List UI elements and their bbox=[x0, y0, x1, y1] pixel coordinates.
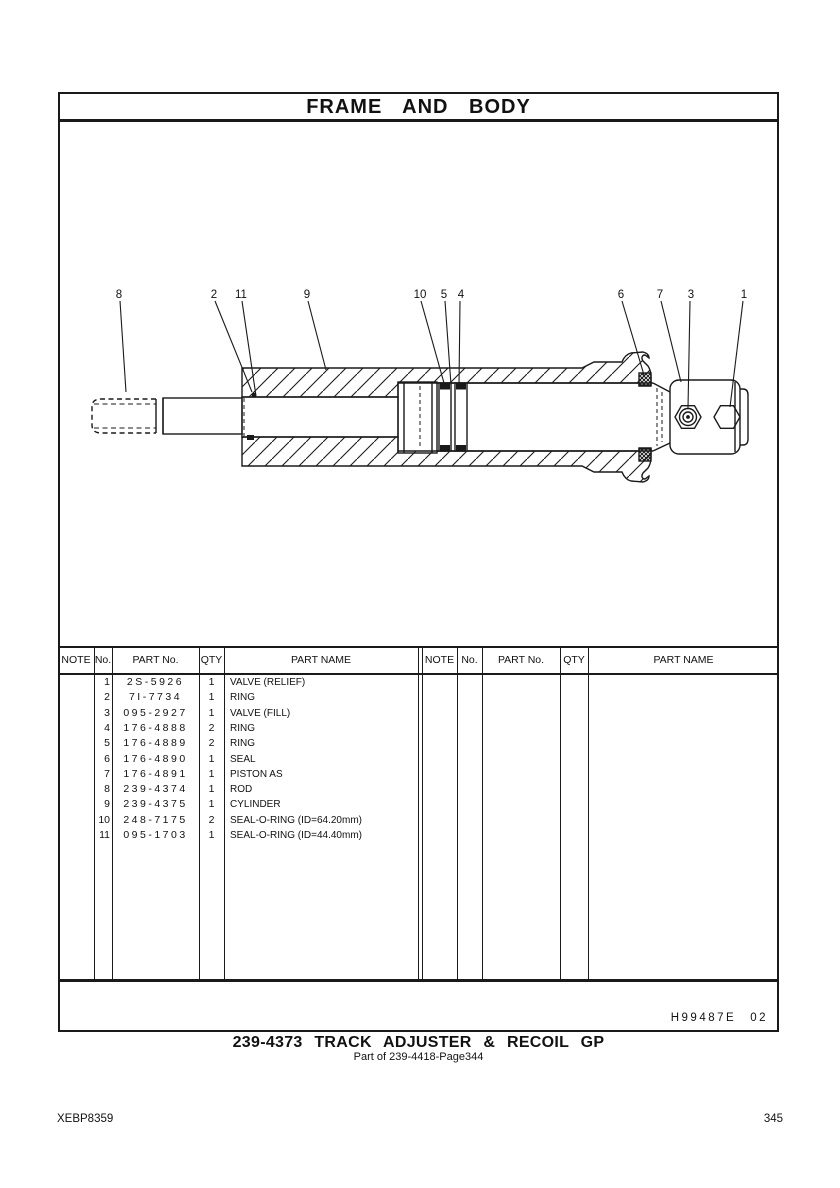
fill-valve bbox=[675, 406, 701, 429]
cell-qty: 1 bbox=[208, 676, 215, 688]
cell-qty: 1 bbox=[208, 798, 215, 811]
callout-number-5: 5 bbox=[440, 289, 448, 301]
cell-no: 1 bbox=[104, 676, 110, 688]
cell-qty: 1 bbox=[208, 767, 215, 780]
cell-part-name: RING bbox=[230, 692, 255, 704]
callout-number-10: 10 bbox=[413, 289, 427, 301]
table-row bbox=[58, 797, 418, 812]
cell-no: 11 bbox=[99, 829, 110, 841]
column-header: QTY bbox=[563, 654, 585, 666]
callout-number-1: 1 bbox=[740, 289, 748, 301]
rod-ring-lower bbox=[247, 435, 254, 440]
document-code: XEBP8359 bbox=[57, 1113, 114, 1125]
rod-shaft bbox=[163, 397, 398, 437]
cell-part-no: 095-1703 bbox=[123, 829, 188, 841]
callout-leader-1 bbox=[730, 301, 743, 407]
cell-part-name: RING bbox=[230, 722, 255, 734]
cell-part-no: 7I-7734 bbox=[128, 691, 183, 704]
cell-no: 6 bbox=[104, 752, 110, 765]
column-header: PART No. bbox=[132, 654, 179, 666]
cell-no: 2 bbox=[104, 691, 110, 704]
cell-part-no: 239-4375 bbox=[123, 798, 188, 811]
column-header: PART No. bbox=[497, 654, 545, 666]
technical-drawing bbox=[58, 123, 779, 646]
table-row bbox=[58, 767, 418, 782]
cell-part-name: RING bbox=[230, 738, 255, 750]
table-row bbox=[58, 721, 418, 736]
cell-part-name: SEAL bbox=[230, 753, 256, 765]
footer-parent-ref: Part of 239-4418-Page344 bbox=[353, 1051, 484, 1063]
table-row bbox=[58, 736, 418, 751]
cell-part-name: VALVE (FILL) bbox=[230, 707, 291, 719]
table-row bbox=[58, 675, 418, 690]
cell-part-name: ROD bbox=[230, 784, 253, 796]
column-header: No. bbox=[461, 654, 478, 666]
cell-part-no: 248-7175 bbox=[123, 813, 188, 826]
cell-qty: 2 bbox=[208, 737, 215, 750]
cell-qty: 2 bbox=[208, 813, 215, 826]
column-header: PART NAME bbox=[653, 654, 714, 666]
piston-rings bbox=[439, 383, 467, 452]
callout-leader-9 bbox=[308, 301, 326, 370]
callout-number-2: 2 bbox=[210, 289, 218, 301]
drawing-ref-code: H99487E bbox=[670, 1012, 737, 1024]
table-column-line bbox=[422, 646, 423, 981]
callout-leader-3 bbox=[688, 301, 690, 408]
table-row bbox=[58, 690, 418, 705]
title-divider bbox=[58, 119, 779, 122]
cell-no: 10 bbox=[98, 813, 110, 826]
cell-qty: 2 bbox=[208, 721, 215, 734]
cell-qty: 1 bbox=[208, 691, 215, 704]
cell-qty: 1 bbox=[208, 783, 215, 796]
table-column-line bbox=[482, 646, 483, 981]
table-row bbox=[58, 706, 418, 721]
cell-part-no: 176-4891 bbox=[123, 767, 188, 780]
cell-part-no: 095-2927 bbox=[123, 706, 188, 719]
callout-number-9: 9 bbox=[303, 289, 311, 301]
cell-no: 4 bbox=[104, 721, 110, 734]
cell-part-no: 176-4890 bbox=[123, 752, 188, 765]
cell-no: 7 bbox=[104, 767, 110, 780]
cell-part-no: 2S-5926 bbox=[126, 676, 185, 688]
cell-no: 3 bbox=[104, 706, 110, 719]
inner-cylinder bbox=[437, 383, 670, 451]
piston-assembly bbox=[398, 382, 437, 453]
cell-qty: 1 bbox=[208, 706, 215, 719]
drawing-revision: 02 bbox=[750, 1012, 768, 1024]
callout-leader-8 bbox=[120, 301, 126, 392]
callout-number-3: 3 bbox=[687, 289, 695, 301]
table-column-line bbox=[560, 646, 561, 981]
callout-number-11: 11 bbox=[235, 289, 247, 301]
table-row bbox=[58, 782, 418, 797]
cell-qty: 1 bbox=[208, 752, 215, 765]
cell-part-name: SEAL-O-RING (ID=44.40mm) bbox=[230, 830, 362, 841]
column-header: PART NAME bbox=[290, 654, 352, 666]
cell-qty: 1 bbox=[208, 829, 215, 841]
callout-number-6: 6 bbox=[617, 289, 625, 301]
cell-part-name: PISTON AS bbox=[230, 768, 283, 780]
cell-no: 5 bbox=[104, 737, 110, 750]
callout-leader-7 bbox=[661, 301, 681, 382]
cell-part-no: 239-4374 bbox=[123, 783, 188, 796]
cell-no: 8 bbox=[104, 783, 110, 796]
callout-number-4: 4 bbox=[457, 289, 465, 301]
cell-part-no: 176-4889 bbox=[123, 737, 188, 750]
table-column-line bbox=[418, 646, 419, 981]
cell-no: 9 bbox=[104, 798, 110, 811]
table-row bbox=[58, 828, 418, 843]
callout-leader-2 bbox=[215, 301, 252, 392]
callout-number-7: 7 bbox=[656, 289, 664, 301]
cylinder-head-block bbox=[670, 380, 748, 454]
callout-number-8: 8 bbox=[115, 289, 123, 301]
cell-part-no: 176-4888 bbox=[123, 721, 188, 734]
cell-part-name: CYLINDER bbox=[230, 799, 281, 811]
column-header: NOTE bbox=[61, 654, 91, 666]
rod-threaded-end bbox=[92, 398, 163, 434]
table-column-line bbox=[457, 646, 458, 981]
page-title: FRAME AND BODY bbox=[306, 96, 531, 118]
table-row bbox=[58, 752, 418, 767]
cell-part-name: VALVE (RELIEF) bbox=[230, 677, 306, 688]
page-number: 345 bbox=[763, 1113, 783, 1125]
table-column-line bbox=[588, 646, 589, 981]
column-header: No. bbox=[94, 654, 112, 666]
column-header: QTY bbox=[200, 654, 223, 666]
relief-valve bbox=[714, 406, 740, 429]
drawing-reference bbox=[671, 1012, 768, 1024]
footer-assembly-title: 239-4373 TRACK ADJUSTER & RECOIL GP bbox=[232, 1034, 605, 1051]
column-header: NOTE bbox=[424, 654, 455, 666]
table-row bbox=[58, 813, 418, 828]
cell-part-name: SEAL-O-RING (ID=64.20mm) bbox=[230, 814, 362, 826]
